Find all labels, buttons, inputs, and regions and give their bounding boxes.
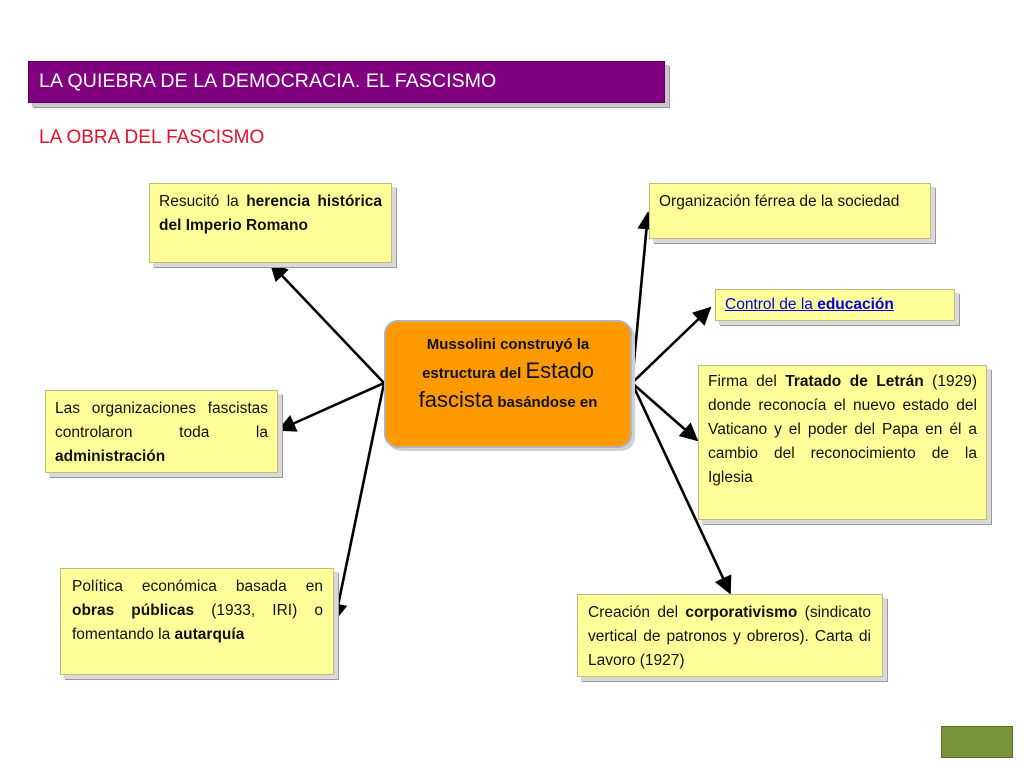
node-corporativismo-text-2: (sindicato vertical de patronos y obreros). Carta di Lavoro (1927) <box>588 604 871 669</box>
arrow-to-sociedad <box>632 213 648 383</box>
central-line-2-text: estructura del <box>422 365 526 382</box>
arrow-to-economia <box>335 383 384 620</box>
central-estado: Estado <box>525 358 594 383</box>
central-line-3 <box>386 387 630 416</box>
central-line-2 <box>386 358 630 387</box>
node-administracion-text: Las organizaciones fascistas controlaron toda la <box>55 400 268 441</box>
node-economia-bold-1: obras públicas <box>72 602 195 619</box>
node-organizacion-sociedad <box>649 183 931 239</box>
arrow-to-letran <box>632 383 697 440</box>
central-fascista: fascista <box>418 387 494 412</box>
node-administracion <box>45 390 278 473</box>
node-control-educacion[interactable] <box>715 289 955 321</box>
node-imperio-bold: herencia histórica del Imperio Romano <box>159 193 382 234</box>
node-letran-text-1: Firma del <box>708 373 786 390</box>
node-imperio-romano <box>149 183 392 263</box>
slide-nav-button[interactable] <box>941 726 1013 758</box>
educacion-link[interactable] <box>725 296 894 313</box>
node-letran-text-2: (1929) donde reconocía el nuevo estado del Vaticano y el poder del Papa en él a cambio del reconocimiento de la Iglesia <box>708 373 977 486</box>
node-corporativismo-text-1: Creación del <box>588 604 686 621</box>
slide-subtitle: LA OBRA DEL FASCISMO <box>39 127 265 148</box>
node-economia-text-1: Política económica basada en <box>72 578 323 595</box>
central-line-3-text: basándose en <box>493 394 598 411</box>
arrow-to-administracion <box>279 383 384 430</box>
educacion-link-bold: educación <box>817 296 894 313</box>
node-sociedad-text: Organización férrea de la sociedad <box>659 193 900 210</box>
node-letran-bold: Tratado de Letrán <box>785 373 924 390</box>
node-economia-text-2: (1933, IRI) o fomentando la <box>72 602 323 643</box>
slide-title-text: LA QUIEBRA DE LA DEMOCRACIA. EL FASCISMO <box>39 70 497 92</box>
node-administracion-bold: administración <box>55 448 166 465</box>
educacion-link-text: Control de la <box>725 296 818 313</box>
arrow-to-imperio <box>271 264 384 383</box>
node-politica-economica <box>60 568 334 675</box>
node-imperio-text: Resucitó la <box>159 193 247 210</box>
node-corporativismo-bold: corporativismo <box>685 604 798 621</box>
node-corporativismo <box>577 594 883 677</box>
node-tratado-letran <box>698 365 987 520</box>
node-economia-bold-2: autarquía <box>174 626 245 643</box>
central-node-estado-fascista <box>384 320 632 448</box>
central-line-1: Mussolini construyó la <box>426 336 590 353</box>
